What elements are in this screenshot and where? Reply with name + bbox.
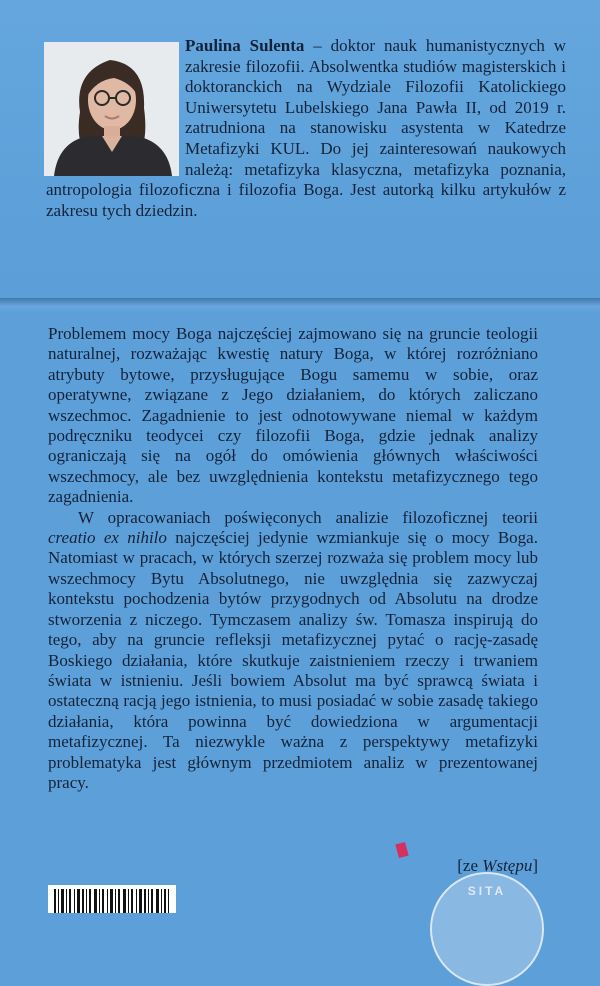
source-italic: Wstępu xyxy=(482,856,533,875)
author-name: Paulina Sulenta xyxy=(185,36,305,55)
excerpt-p2-start: W opracowaniach poświęconych analizie filozoficznej teorii xyxy=(78,507,538,527)
seal-text: SITA xyxy=(467,884,507,898)
publisher-seal xyxy=(430,872,544,986)
source-close: ] xyxy=(532,856,538,875)
excerpt-p2-italic-term: creatio ex nihilo xyxy=(48,528,167,548)
author-bio-text: – doktor nauk humanistycznych w zakresie filozofii. Absolwentka studiów magisterskich i doktoranckich na Wydziale Filozofii Katolickiego Uniwersytetu Lubelskiego Jana Pawła II, od 2019 r. zatrudniona na stanowisku asystenta w Katedrze Metafizyki KUL. Do jej zainteresowań naukowych należą: metafizyka klasyczna, metafizyka poznania, antropologia filozoficzna i filozofia Boga. Jest autorką kilku artykułów z zakresu tych dziedzin. xyxy=(46,36,566,220)
excerpt-paragraph-1: Problemem mocy Boga najczęściej zajmowano się na gruncie teologii naturalnej, rozważając kwestię natury Boga, w której rozróżniano atrybuty bytowe, przysługujące Bogu samemu w sobie, oraz operatywne, związane z Jego działaniem, do których zaliczano wszechmoc. Zagadnienie to jest odnotowywane niemal w każdym podręczniku teodycei czy filozofii Boga, gdzie jednak analizy ograniczają się na ogół do omówienia głównych właściwości wszechmocy, ale bez uwzględnienia kontekstu metafizycznego tego zagadnienia. xyxy=(48,324,538,507)
flap-fold-edge xyxy=(0,298,600,312)
barcode-icon xyxy=(48,885,176,913)
excerpt-paragraph-2 xyxy=(48,508,538,794)
price-sticker-fragment xyxy=(395,842,408,858)
author-bio xyxy=(46,36,566,221)
photo-spacer xyxy=(46,36,185,178)
book-excerpt xyxy=(48,324,538,793)
excerpt-p2-rest: najczęściej jedynie wzmiankuje się o mocy Boga. Natomiast w pracach, w których szerzej rozważa się problem mocy lub wszechmocy Bytu Absolutnego, nie uwzględnia się zazwyczaj kontekstu pochodzenia bytów przygodnych od Absolutu na drodze stworzenia z niczego. Tymczasem analizy św. Tomasza inspirują do tego, aby na gruncie refleksji metafizycznej pytać o rację-zasadę Boskiego działania, które skutkuje zaistnieniem rzeczy i trwaniem świata w istnieniu. Jeśli bowiem Absolut ma być sprawcą świata i ostateczną racją jego istnienia, to musi posiadać w sobie zasadę takiego działania, która powinna być dowiedziona w argumentacji metafizycznej. Ta niezwykle ważna z perspektywy metafizyki problematyka jest głównym przedmiotem analiz w prezentowanej pracy. xyxy=(48,528,538,792)
source-open: [ze xyxy=(457,856,483,875)
barcode xyxy=(48,885,176,913)
